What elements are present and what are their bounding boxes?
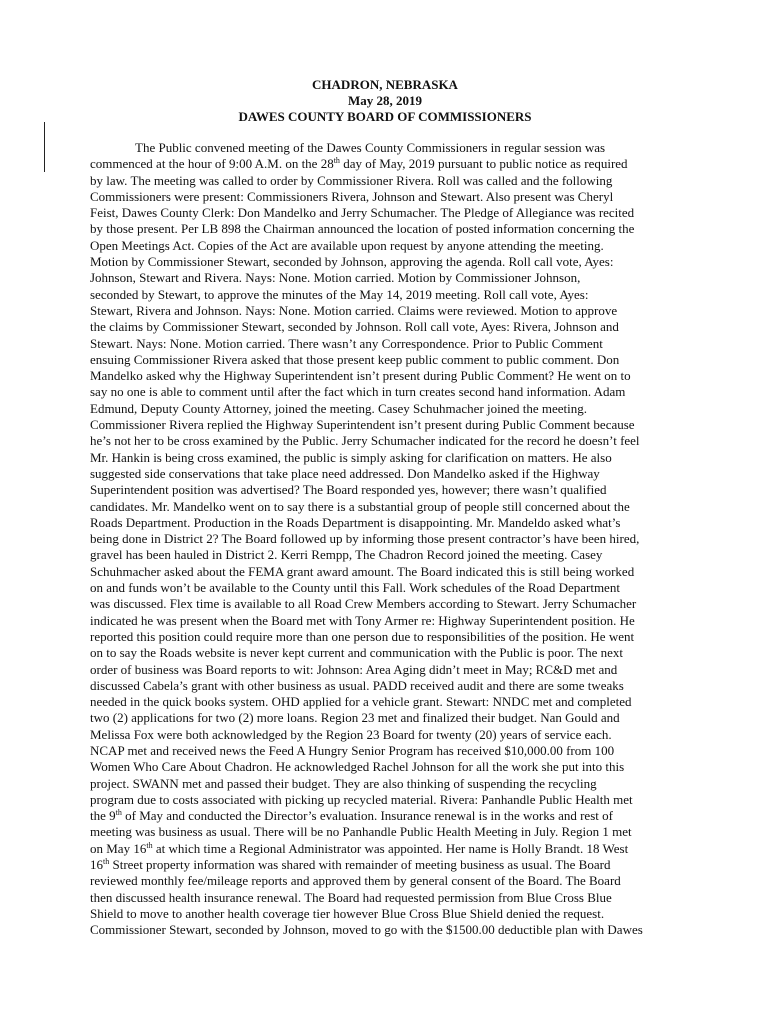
header-date: May 28, 2019	[347, 93, 423, 108]
body-line: Johnson, Stewart and Rivera. Nays: None. Motion carried. Motion by Commissioner Johnson,	[90, 270, 581, 286]
body-line: ensuing Commissioner Rivera asked that those present keep public comment to public comment. Don	[90, 351, 620, 367]
body-line: needed in the quick books system. OHD applied for a vehicle grant. Stewart: NNDC met and completed	[90, 694, 632, 710]
body-line: Schuhmacher asked about the FEMA grant award amount. The Board indicated this is still being worked	[90, 563, 635, 579]
body-line: Women Who Care About Chadron. He acknowledged Rachel Johnson for all the work she put into this	[90, 759, 625, 775]
body-line: The Public convened meeting of the Dawes County Commissioners in regular session was	[135, 140, 606, 155]
body-line: on May 16th at which time a Regional Administrator was appointed. Her name is Holly Brandt. 18 West	[90, 840, 629, 856]
ordinal-suffix: th	[103, 857, 110, 867]
body-line: NCAP met and received news the Feed A Hungry Senior Program has received $10,000.00 from 100	[90, 742, 615, 758]
body-line: on to say the Roads website is never kept current and communication with the Public is poor. The next	[90, 645, 624, 661]
body-line: Mandelko asked why the Highway Superintendent isn’t present during Public Comment? He went on to	[90, 368, 631, 384]
body-line: was discussed. Flex time is available to all Road Crew Members according to Stewart. Jerry Schumacher	[90, 596, 637, 612]
body-line: reviewed monthly fee/mileage reports and approved them by general consent of the Board. The Board	[90, 873, 621, 889]
body-line: gravel has been hauled in District 2. Kerri Rempp, The Chadron Record joined the meeting. Casey	[90, 547, 603, 563]
ordinal-suffix: th	[333, 156, 340, 166]
body-line: Melissa Fox were both acknowledged by the Region 23 Board for twenty (20) years of service each.	[90, 726, 612, 742]
body-line: Stewart, Rivera and Johnson. Nays: None. Motion carried. Claims were reviewed. Motion to approve	[90, 302, 618, 318]
body-line: program due to costs associated with picking up recycled material. Rivera: Panhandle Public Health met	[90, 791, 633, 807]
body-line: seconded by Stewart, to approve the minutes of the May 14, 2019 meeting. Roll call vote, Ayes:	[90, 286, 589, 302]
body-line: Motion by Commissioner Stewart, seconded by Johnson, approving the agenda. Roll call vote, Ayes:	[90, 254, 614, 270]
ordinal-suffix: th	[146, 840, 153, 850]
body-line: the 9th of May and conducted the Director’s evaluation. Insurance renewal is in the works and rest of	[90, 808, 613, 824]
body-line: then discussed health insurance renewal. The Board had requested permission from Blue Cross Blue	[90, 889, 612, 905]
body-line: Roads Department. Production in the Roads Department is disappointing. Mr. Mandeldo asked what’s	[90, 514, 621, 530]
body-line: project. SWANN met and passed their budget. They are also thinking of suspending the recycling	[90, 775, 597, 791]
body-line: reported this position could require more than one person due to responsibilities of the position. He went	[90, 628, 635, 644]
body-line: candidates. Mr. Mandelko went on to say there is a substantial group of people still concerned about the	[90, 498, 630, 514]
body-line: commenced at the hour of 9:00 A.M. on the 28th day of May, 2019 pursuant to public notice as required	[90, 156, 628, 172]
body-line: Superintendent position was advertised? The Board responded yes, however; there wasn’t qualified	[90, 482, 607, 498]
body-line: Open Meetings Act. Copies of the Act are available upon request by anyone attending the meeting.	[90, 237, 604, 253]
body-line: Commissioner Rivera replied the Highway Superintendent isn’t present during Public Comment because	[90, 417, 635, 433]
body-line: two (2) applications for two (2) more loans. Region 23 met and finalized their budget. Nan Gould and	[90, 710, 620, 726]
body-line: 16th Street property information was shared with remainder of meeting business as usual. The Board	[90, 857, 611, 873]
body-line: being done in District 2? The Board followed up by informing those present contractor’s have been hired,	[90, 531, 640, 547]
body-line: order of business was Board reports to wit: Johnson: Area Aging didn’t meet in May; RC&D met and	[90, 661, 618, 677]
body-line: discussed Cabela’s grant with other business as usual. PADD received audit and there are some tweaks	[90, 677, 624, 693]
body-line: Commissioner Stewart, seconded by Johnson, moved to go with the $1500.00 deductible plan with Dawes	[90, 922, 643, 938]
body-line: by law. The meeting was called to order by Commissioner Rivera. Roll was called and the following	[90, 172, 613, 188]
body-line: suggested side conservations that take place need addressed. Don Mandelko asked if the Highway	[90, 465, 600, 481]
document-header	[0, 77, 770, 125]
body-line: by those present. Per LB 898 the Chairman announced the location of posted information concerning the	[90, 221, 635, 237]
body-line: meeting was business as usual. There will be no Panhandle Public Health Meeting in July. Region 1 met	[90, 824, 632, 840]
body-line: indicated he was present when the Board met with Tony Armer re: Highway Superintendent position. He	[90, 612, 635, 628]
header-city: CHADRON, NEBRASKA	[312, 77, 458, 92]
body-line: the claims by Commissioner Stewart, seconded by Johnson. Roll call vote, Ayes: Rivera, Johnson and	[90, 319, 619, 335]
margin-change-bar	[44, 122, 45, 172]
body-line: Edmund, Deputy County Attorney, joined the meeting. Casey Schuhmacher joined the meeting.	[90, 400, 588, 416]
ordinal-suffix: th	[115, 808, 122, 818]
body-line: he’s not her to be cross examined by the Public. Jerry Schumacher indicated for the record he doesn’t feel	[90, 433, 640, 449]
body-line: Stewart. Nays: None. Motion carried. There wasn’t any Correspondence. Prior to Public Comment	[90, 335, 603, 351]
document-body	[90, 140, 690, 939]
body-line: say no one is able to comment until after the fact which in turn creates second hand information. Adam	[90, 384, 626, 400]
body-line: Commissioners were present: Commissioners Rivera, Johnson and Stewart. Also present was Cheryl	[90, 188, 614, 204]
body-line: Feist, Dawes County Clerk: Don Mandelko and Jerry Schumacher. The Pledge of Allegiance was recited	[90, 205, 635, 221]
body-line: Mr. Hankin is being cross examined, the public is simply asking for clarification on matters. He also	[90, 449, 612, 465]
body-line: Shield to move to another health coverage tier however Blue Cross Blue Shield denied the request.	[90, 905, 605, 921]
header-board: DAWES COUNTY BOARD OF COMMISSIONERS	[238, 109, 532, 124]
body-line: on and funds won’t be available to the County until this Fall. Work schedules of the Road Department	[90, 580, 620, 596]
